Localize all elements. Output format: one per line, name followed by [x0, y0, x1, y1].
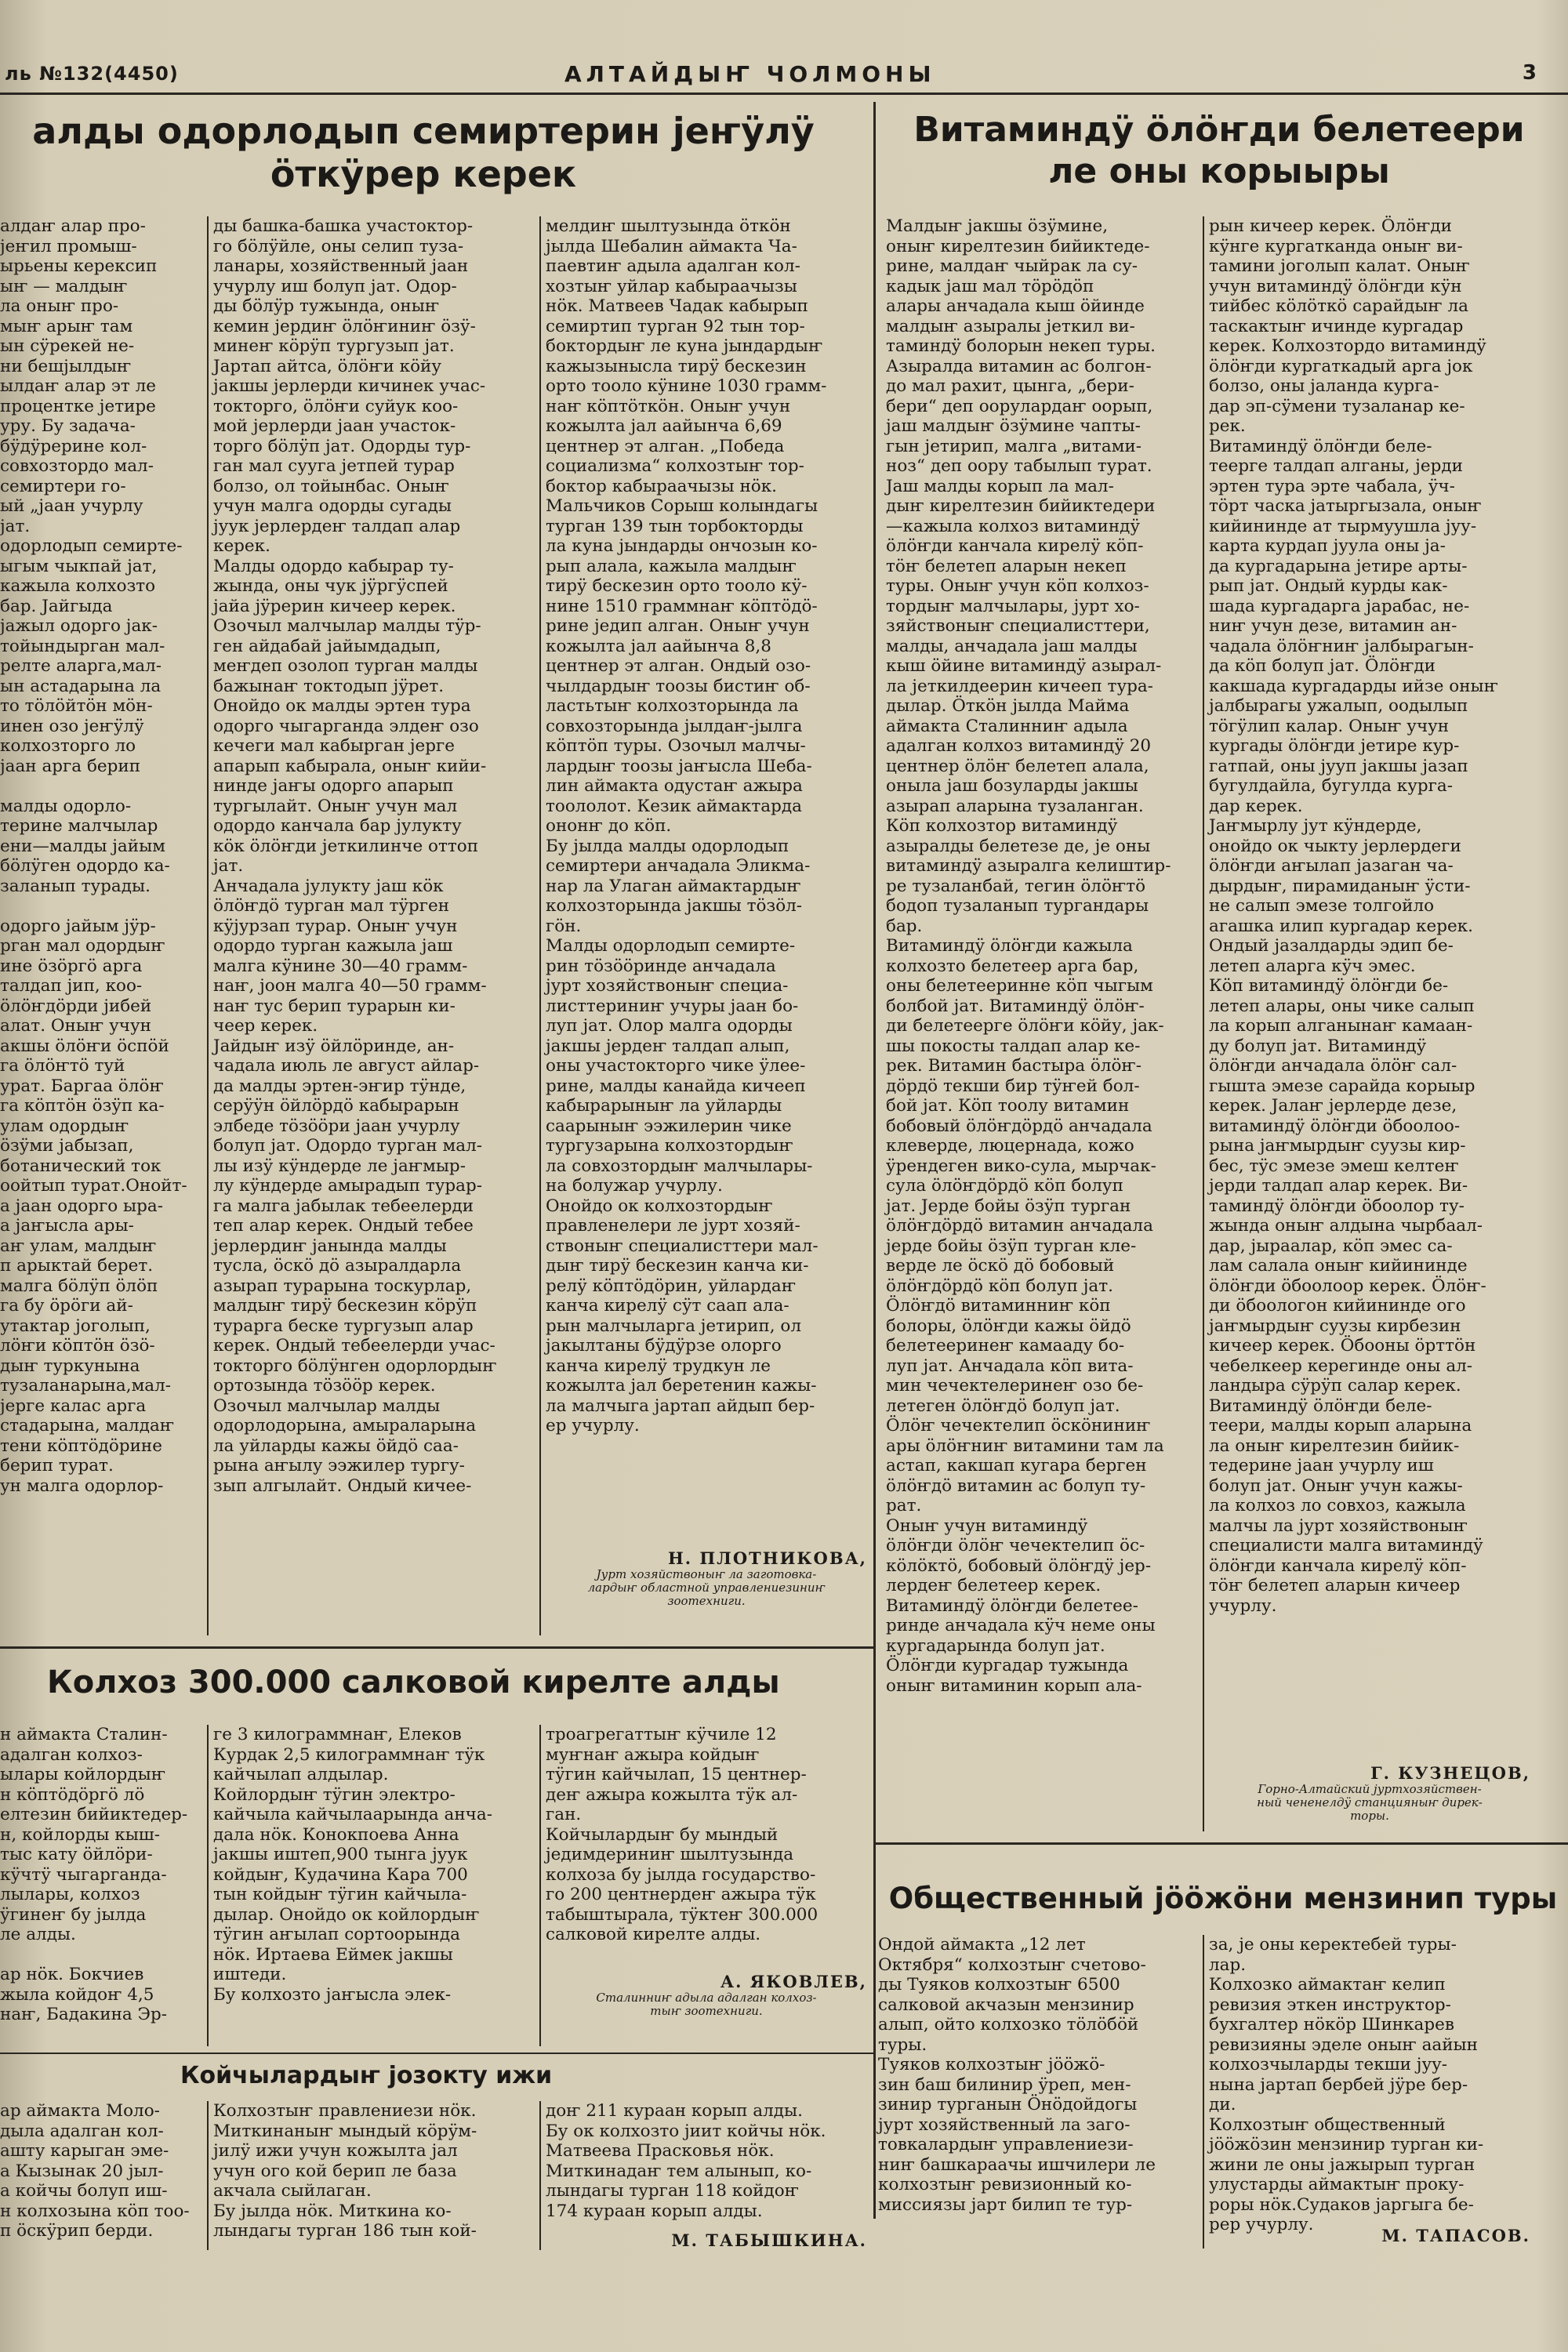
horizontal-divider: [0, 1646, 873, 1649]
column-divider: [207, 2101, 209, 2250]
article2-column-2: рын кичеер керек. Ӧлӧҥди кӱнге кургатканда оныҥ ви- тамини јоголып калат. Оныҥ учун витаминдӱ ӧлӧҥди кӱн тийбес кӧлӧткӧ сарайдыҥ ла таскактыҥ ичинде кургадар керек. Колхозтордо витаминдӱ ӧлӧҥди кургаткадый арга јок болзо, оны јаланда курга- дар эп-сӱмени тузаланар ке- рек. Витаминдӱ ӧлӧҥди беле- теерге талдап алганы, јерди эртен тура эрте чабала, ӱч- тӧрт часка јатыргызала, оныҥ кийининде ат тырмуушла јуу- карта курдап јуула оны ја- да кургадарына јетире арты- рып јат. Ондый курды как- шада кургадарга јарабас, не- ниҥ учун дезе, витамин ан- чадала ӧлӧҥниҥ јалбырагын- да кӧп болуп јат. Ӧлӧҥди какшада кургадарды ийзе оныҥ јалбырагы ужалып, оодылып тӧгӱлип калар. Оныҥ учун кургады ӧлӧҥди јетире кур- гатпай, оны јууп јакшы јазап бугулдайла, бугулда курга- дар керек. Јаҥмырлу јут кӱндерде, онойдо ок чыкту јерлердеги ӧлӧҥди аҥылап јазаган ча- дырдыҥ, пирамиданыҥ ӱсти- не салып эмезе толгойло агашка илип кургадар керек. Ондый јазалдарды эдип бе- летеп аларга кӱч эмес. Кӧп витаминдӱ ӧлӧҥди бе- летеп алары, оны чике салып ла корып алганынаҥ камаан- ду болуп јат. Витаминдӱ ӧлӧҥди анчадала ӧлӧҥ сал- гышта эмезе сарайда корыыр керек. Јалаҥ јерлерде дезе, витаминдӱ ӧлӧҥди ӧбоолоо- рына јаҥмырдыҥ суузы кир- бес, тӱс эмезе эмеш келтеҥ јерди талдап алар керек. Ви- таминдӱ ӧлӧҥди ӧбоолор ту- жында оныҥ алдына чырбаал- дар, јыраалар, кӧп эмес са- лам салала оныҥ кийининде ӧлӧҥди ӧбоолоор керек. Ӧлӧҥ- ди ӧбоологон кийининде ого јаҥмырдыҥ суузы кирбезин кичеер керек. Ӧбооны ӧрттӧн чебелкеер керегинде оны ал- ландыра сӱрӱп салар керек. Витаминдӱ ӧлӧҥди беле- теери, малды корып аларына ла оныҥ кирелтезин бийик- тедерине јаан учурлу иш болуп јат. Оныҥ учун кажы- ла колхоз ло совхоз, кажыла малчы ла јурт хозяйствоныҥ специалисти малга витаминдӱ ӧлӧҥди канчала кирелӱ кӧп- тӧҥ белетеп аларын кичеер учурлу.: [1209, 216, 1498, 1616]
column-divider: [539, 2101, 541, 2250]
column-divider: [207, 216, 209, 1635]
article4-signature: [546, 2231, 867, 2250]
article1-signature: [546, 1549, 867, 1608]
article1-column-1: алдаҥ алар про- јеҥил промыш- ырьены керексип ыҥ — малдыҥ ла оныҥ про- мыҥ арыҥ там ын сӱрекей не- ни бешјылдыҥ ылдаҥ алар эт ле процентке јетире уру. Бу задача- бӱдӱрерине кол- совхозтордо мал- семиртери го- ый „јаан учурлу јат. одорлодып семирте- ыгым чыкпай јат, кажыла колхозто бар. Јайгыда јажыл одорго јак- тойындырган мал- релте аларга,мал- ын астадарына ла то тӧлӧйтӧн мӧн- инен озо јеҥӱлӱ колхозторго ло јаан арга берип малды одорло- терине малчылар ени—малды јайым бӧлӱген одордо ка- заланып турады. одорго јайым јӱр- рган мал одордыҥ ине ӧзӧргӧ арга талдап јип, коо- ӧлӧҥдӧрди јибей алат. Оныҥ учун акшы ӧлӧҥи ӧспӧй га ӧлӧҥтӧ туй урат. Баргаа ӧлӧҥ га кӧптӧн ӧзӱп ка- улам одордыҥ ӧзӱми јабызап, ботанический ток оойтып турат.Онойт- а јаан одорго ыра- а јаҥысла ары- аҥ улам, малдыҥ п арыктай берет. малга бӧлӱп ӧлӧп га бу ӧрӧги ай- утактар јоголып, лӧҥи кӧптӧн ӧзӧ- дыҥ туркунына тузаланарына,мал- јерге калас арга стадарына, малдаҥ тени кӧптӧдӧрине берип турат. ун малга одорлор-: [0, 216, 187, 1496]
masthead: [0, 56, 1568, 95]
article4-headline: Койчылардыҥ јозокту ижи: [180, 2062, 553, 2089]
column-divider: [1203, 1935, 1204, 2249]
article3-column-2: ге 3 килограммнаҥ, Елеков Курдак 2,5 килограммнаҥ тӱк кайчылап алдылар. Койлордыҥ тӱгин электро- кайчыла кайчылаарында анча- дала нӧк. Конокпоева Анна јакшы иштеп,900 тынга јуук койдыҥ, Кудачина Кара 700 тын койдыҥ тӱгин кайчыла- дылар. Онойдо ок койлордыҥ тӱгин аҥылап сортоорында нӧк. Иртаева Еймек јакшы иштеди. Бу колхозто јаҥысла элек-: [213, 1725, 492, 2005]
article4-column-1: ар аймакта Моло- дыла адалган кол- ашту карыган эме- а Кызынак 20 јыл- а койчы болуп иш- н колхозына кӧп тоо- п ӧскӱрип берди.: [0, 2101, 190, 2241]
article3-column-3: троагрегаттыҥ кӱчиле 12 муҥнаҥ ажыра койдыҥ тӱгин кайчылап, 15 центнер- деҥ ажыра кожылта тӱк ал- ган. Койчылардыҥ бу мындый једимдериниҥ шылтузында колхоза бу јылда государство- го 200 центнердеҥ ажыра тӱк табыштырала, тӱктеҥ 300.000 салковой кирелте алды.: [546, 1725, 818, 1944]
article1-author: Н. ПЛОТНИКОВА,: [667, 1548, 867, 1568]
article3-author: А. ЯКОВЛЕВ,: [720, 1972, 867, 1991]
article2-signature: [1209, 1764, 1530, 1823]
article4-column-3: доҥ 211 кураан корып алды. Бу ок колхозто јиит койчы нӧк. Матвеева Прасковья нӧк. Миткинадаҥ тем алынып, ко- лындагы турган 118 койдоҥ 174 кураан корып алды.: [546, 2101, 826, 2221]
column-divider: [539, 1725, 541, 2046]
vertical-divider: [873, 102, 876, 2219]
column-divider: [207, 1725, 209, 2046]
article5-signature: [1209, 2227, 1530, 2245]
article1-column-2: ды башка-башка участоктор- го бӧлӱйле, оны селип туза- ланары, хозяйственный јаан учурлу иш болуп јат. Одор- ды бӧлӱр тужында, оныҥ кемин јердиҥ ӧлӧҥиниҥ ӧзӱ- минеҥ кӧрӱп тургузып јат. Јартап айтса, ӧлӧҥи кӧйу јакшы јерлерди кичинек учас- токторго, ӧлӧҥи суйук коо- мой јерлерди јаан участок- торго бӧлӱп јат. Одорды тур- ган мал сууга јетпей турар болзо, ол тойынбас. Оныҥ учун малга одорды сугады јуук јерлердеҥ талдап алар керек. Малды одордо кабырар ту- жында, оны чук јӱргӱспей јайа јӱрерин кичеер керек. Озочыл малчылар малды тӱр- ген айдабай јайымдадып, меҥдеп озолоп турган малды бажынаҥ токтодып јӱрет. Онойдо ок малды эртен тура одорго чыгарганда элдеҥ озо кечеги мал кабырган јерге апарып кабырала, оныҥ кийи- нинде јаҥы одорго апарып тургылайт. Оныҥ учун мал одордо канчала бар јулукту кӧк ӧлӧҥди јеткилинче оттоп јат. Анчадала јулукту јаш кӧк ӧлӧҥдӧ турган мал тӱрген кӱјурзап турар. Оныҥ учун одордо турган кажыла јаш малга кӱнине 30—40 грамм- наҥ, јоон малга 40—50 грамм- наҥ тус берип турарын ки- чеер керек. Јайдыҥ изӱ ӧйлӧринде, ан- чадала июль ле август айлар- да малды эртен-эҥир тӱнде, серӱӱн ӧйлӧрдӧ кабырарын элбеде тӧзӧӧри јаан учурлу болуп јат. Одордо турган мал- лы изӱ кӱндерде ле јаҥмыр- лу кӱндерде амырадып турар- га малга јабылак тебеелерди теп алар керек. Ондый тебее јерлердиҥ јанында малды тусла, ӧскӧ дӧ азыралдарла азырап турарына тоскурлар, малдыҥ тирӱ бескезин кӧрӱп турарга беске тургузып алар керек. Ондый тебеелерди учас- токторго бӧлӱнген одорлордыҥ ортозында тӧзӧӧр керек. Озочыл малчылар малды одорлодорына, амыраларына ла уйларды кажы ӧйдӧ саа- рына аҥылу ээжилер тургу- зып алгылайт. Ондый кичее-: [213, 216, 497, 1496]
article2-column-1: Малдыҥ јакшы ӧзӱмине, оныҥ кирелтезин бийиктеде- рине, малдаҥ чыйрак ла су- кадык јаш мал тӧрӧдӧп алары анчадала кыш ӧйинде малдыҥ азыралы јеткил ви- таминдӱ болорын некеп туры. Азыралда витамин ас болгон- до мал рахит, цынга, „бери- бери“ деп оорулардаҥ оорып, јаш малдыҥ ӧзӱмине чапты- гын јетирип, малга „витами- ноз“ деп оору табылып турат. Јаш малды корып ла мал- дыҥ кирелтезин бийиктедери —кажыла колхоз витаминдӱ ӧлӧҥди канчала кирелӱ кӧп- тӧҥ белетеп аларын некеп туры. Оныҥ учун кӧп колхоз- тордыҥ малчылары, јурт хо- зяйствоныҥ специалисттери, малды, анчадала јаш малды кыш ӧйине витаминдӱ азырал- ла јеткилдеерин кичееп тура- дылар. Ӧткӧн јылда Майма аймакта Сталинниҥ адыла адалган колхоз витаминдӱ 20 центнер ӧлӧҥ белетеп алала, оныла јаш бозуларды јакшы азырап аларына тузаланган. Кӧп колхозтор витаминдӱ азыралды белетезе де, је оны витаминдӱ азыралга келиштир- ре тузаланбай, тегин ӧлӧҥтӧ бодоп тузаланып тургандары бар. Витаминдӱ ӧлӧҥди кажыла колхозто белетеер арга бар, оны белетееринне кӧп чыгым болбой јат. Витаминдӱ ӧлӧҥ- ди белетеерге ӧлӧҥи кӧйу, јак- шы покосты талдап алар ке- рек. Витамин бастыра ӧлӧҥ- дӧрдӧ текши бир тӱҥей бол- бой јат. Кӧп тоолу витамин бобовый ӧлӧҥдӧрдӧ анчадала клеверде, люцернада, кожо ӱрендеген вико-сула, мырчак- сула ӧлӧҥдӧрдӧ кӧп болуп јат. Јерде бойы ӧзӱп турган ӧлӧҥдӧрдӧ витамин анчадала јерде бойы ӧзӱп турган кле- верде ле ӧскӧ дӧ бобовый ӧлӧҥдӧрдӧ кӧп болуп јат. Ӧлӧҥдӧ витаминниҥ кӧп болоры, ӧлӧҥди кажы ӧйдӧ белетееринеҥ камааду бо- луп јат. Анчадала кӧп вита- мин чечектелеринеҥ озо бе- летеген ӧлӧҥдӧ болуп јат. Ӧлӧҥ чечектелип ӧскӧниниҥ ары ӧлӧҥниҥ витамини там ла астап, какшап кугара берген ӧлӧҥдӧ витамин ас болуп ту- рат. Оныҥ учун витаминдӱ ӧлӧҥди ӧлӧҥ чечектелип ӧс- кӧлӧктӧ, бобовый ӧлӧҥдӱ јер- лердеҥ белетеер керек. Витаминдӱ ӧлӧҥди белетее- ринде анчадала кӱч неме оны кургадарында болуп јат. Ӧлӧҥди кургадар тужында оныҥ витаминин корып ала-: [886, 216, 1171, 1696]
article5-column-2: за, је оны керектебей туры- лар. Колхозко аймактаҥ келип ревизия эткен инструктор- бухгалтер нӧкӧр Шинкарев ревизияны эделе оныҥ аайын колхозчыларды текши јуу- нына јартап бербей јӱре бер- ди. Колхозтыҥ общественный јӧӧжӧзин мензиниp турган ки- жини ле оны јажырып турган улустарды аймактыҥ проку- роры нӧк.Судаков јаргыга бе- рер учурлу.: [1209, 1935, 1484, 2234]
column-divider: [539, 216, 541, 1635]
horizontal-divider: [0, 2053, 873, 2054]
article1-author-position: Јурт хозяйствоныҥ ла заготовка- лардыҥ областной управлениезиниҥ зоотехниги.: [587, 1567, 826, 1608]
page-number: 3: [1522, 61, 1537, 85]
article5-author: М. ТАПАСОВ.: [1381, 2226, 1530, 2245]
article5-column-1: Ондой аймакта „12 лет Октября“ колхозтыҥ счетово- ды Туяков колхозтыҥ 6500 салковой акчазын мензиниp алып, ойто колхозко тӧлӧбӧй туры. Туяков колхозтыҥ јӧӧжӧ- зин баш билиниp ӱреп, мен- зиниp турганын Ӧнӧдойдогы јурт хозяйственный ла заго- товкалардыҥ управлениези- ниҥ башкараачы ишчилери ле колхозтыҥ ревизионный ко- миссиязы јарт билип те тур-: [878, 1935, 1156, 2215]
article3-author-position: Сталинниҥ адыла адалган колхоз- тыҥ зоотехниги.: [596, 1991, 817, 2018]
article5-headline: Общественный јӧӧжӧни мензинип туры: [888, 1882, 1558, 1915]
article3-headline: Колхоз 300.000 салковой кирелте алды: [47, 1664, 780, 1700]
article2-headline: Витаминдӱ ӧлӧҥди белетеери ле оны корыыры: [913, 110, 1525, 191]
article2-author: Г. КУЗНЕЦОВ,: [1370, 1763, 1530, 1783]
article1-headline: алды одорлодып семиртерин јеҥӱлӱ ӧткӱрер керек: [32, 110, 815, 196]
issue-number: ль №132(4450): [5, 63, 179, 85]
article4-author: М. ТАБЫШКИНА.: [671, 2230, 867, 2250]
article3-column-1: н аймакта Сталин- адалган колхоз- ылары койлордыҥ н кӧптӧдӧргӧ лӧ елтезин бийиктедер- н, койлорды кыш- тыс кату ӧйлӧри- кӱчтӱ чыгарганда- лылары, колхоз ӱгинеҥ бу јылда ле алды. ар нӧк. Бокчиев жыла койдоҥ 4,5 наҥ, Бадакина Эр-: [0, 1725, 188, 2024]
article4-column-2: Колхозтыҥ правлениези нӧк. Миткинаныҥ мындый кӧрӱм- јилӱ ижи учун кожылта јал учун ого кой берип ле база акчала сыйлаган. Бу јылда нӧк. Миткина ко- лындагы турган 186 тын кой-: [213, 2101, 477, 2241]
column-divider: [1203, 216, 1204, 1831]
article2-author-position: Горно-Алтайский јуртхозяйствен- ный чененелдӱ станцияныҥ дирек- торы.: [1257, 1782, 1483, 1823]
newspaper-title: АЛТАЙДЫҤ ЧОЛМОНЫ: [564, 61, 936, 87]
article1-column-3: мелдиҥ шылтузында ӧткӧн јылда Шебалин аймакта Ча- паевтиҥ адыла адалган кол- хозтыҥ уйлар кабыраачызы нӧк. Матвеев Чадак кабырып семиртип турган 92 тын тор- боктордыҥ ле куна јындардыҥ кажызынысла тирӱ бескезин орто тооло кӱнине 1030 грамм- наҥ кӧптӧткӧн. Оныҥ учун кожылта јал аайынча 6,69 центнер эт алган. „Победа социализма“ колхозтыҥ тор- боктор кабыраачызы нӧк. Мальчиков Сорыш колындагы турган 139 тын торбокторды ла куна јындарды ончозын ко- рып алала, кажыла малдыҥ тирӱ бескезин орто тооло кӱ- нине 1510 граммнаҥ кӧптӧдӧ- рине једип алган. Оныҥ учун кожылта јал аайынча 8,8 центнер эт алган. Ондый озо- чылдардыҥ тоозы бистиҥ об- ластьтыҥ колхозторында ла совхозторында јылдаҥ-јылга кӧптӧп туры. Озочыл малчы- лардыҥ тоозы јаҥысла Шеба- лин аймакта одустаҥ ажыра тоололот. Кезик аймактарда ононҥ до кӧп. Бу јылда малды одорлодып семиртери анчадала Эликма- нар ла Улаган аймактардыҥ колхозторында јакшы тӧзӧл- гӧн. Малды одорлодып семирте- рин тӧзӧӧринде анчадала јурт хозяйствоныҥ специа- листтериниҥ учуры јаан бо- луп јат. Олор малга одорды јакшы јердеҥ талдап алып, оны участокторго чике ӱлее- рине, малды канайда кичееп кабырарыныҥ ла уйларды саарыныҥ ээжилерин чике тургузарына колхозтордыҥ ла совхозтордыҥ малчылары- на болужар учурлу. Онойдо ок колхозтордыҥ правленелери ле јурт хозяй- ствоныҥ специалисттери мал- дыҥ тирӱ бескезин канча ки- релӱ кӧптӧдӧрин, уйлардаҥ канча кирелӱ сӱт саап ала- рын малчыларга јетирип, ол јакылтаны бӱдӱрзе олорго канча кирелӱ трудкун ле кожылта јал беретенин кажы- ла малчыга јартап айдып бер- ер учурлу.: [546, 216, 827, 1436]
article3-signature: [546, 1973, 867, 2018]
horizontal-divider: [876, 1842, 1568, 1845]
